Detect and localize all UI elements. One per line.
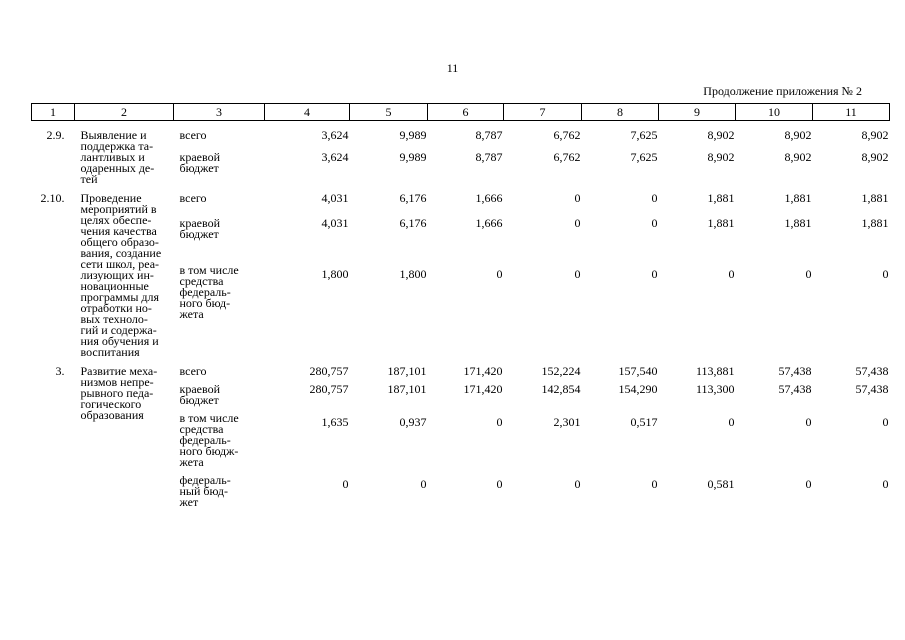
text-line: программы для [80, 290, 160, 304]
value-cell: 0 [805, 477, 812, 491]
funding-source [174, 377, 265, 406]
row-name [75, 130, 174, 185]
value-cell: 57,438 [855, 364, 889, 378]
value-cell: 1,666 [475, 215, 503, 230]
header-cell: 8 [582, 104, 659, 121]
value-cell: 9,989 [399, 150, 427, 165]
value-cell: 0 [651, 215, 658, 230]
header-row [32, 104, 890, 121]
header-cell: 4 [265, 104, 350, 121]
value-cell: 8,787 [475, 150, 503, 165]
value-cell: 1,881 [707, 215, 735, 230]
text-line: Проведение [80, 191, 142, 205]
value-cell: 1,800 [321, 266, 349, 281]
value-cell: 113,300 [695, 382, 735, 396]
value-cell: 0 [882, 415, 889, 429]
text-line: гий и содержа- [80, 323, 157, 337]
text-line: гогического [80, 397, 142, 411]
text-line: федераль- [179, 284, 231, 299]
value-cell: 8,902 [707, 128, 735, 142]
value-cell: 187,101 [387, 382, 427, 396]
header-cell: 9 [659, 104, 736, 121]
header-cell: 1 [32, 104, 75, 121]
text-line: образования [80, 408, 144, 422]
text-line: в том числе [179, 262, 239, 277]
header-cell: 11 [813, 104, 890, 121]
text-line: вания, создание [80, 246, 162, 260]
value-cell: 171,420 [463, 382, 503, 396]
header-cell: 6 [428, 104, 504, 121]
value-cell: 154,290 [618, 382, 658, 396]
text-line: сети школ, реа- [80, 257, 160, 271]
text-line: федераль- [179, 473, 231, 487]
funding-source [174, 468, 265, 508]
value-cell: 142,854 [541, 382, 581, 396]
value-cell: 1,881 [861, 215, 889, 230]
funding-source [174, 211, 265, 258]
funding-source [174, 366, 265, 377]
text-line: бюджет [179, 393, 219, 407]
text-line: лантливых и [80, 150, 145, 164]
value-cell: 152,224 [541, 364, 581, 378]
table-row [32, 366, 890, 377]
text-line: жет [179, 495, 199, 509]
value-cell: 113,881 [695, 364, 735, 378]
value-cell: 57,438 [855, 382, 889, 396]
text-line: федераль- [179, 433, 231, 447]
value-cell: 6,762 [553, 150, 581, 165]
text-line: краевой [179, 150, 220, 165]
text-line: жета [179, 455, 204, 469]
value-cell: 0 [496, 415, 503, 429]
text-line: целях обеспе- [80, 213, 152, 227]
value-cell: 0 [651, 266, 658, 281]
value-cell: 0 [651, 191, 658, 205]
value-cell: 1,635 [321, 415, 349, 429]
text-line: рывного педа- [80, 386, 154, 400]
text-line: краевой [179, 382, 220, 396]
text-line: средства [179, 273, 224, 288]
text-line: ния обучения и [80, 334, 159, 348]
header-cell: 5 [350, 104, 428, 121]
value-cell: 280,757 [309, 364, 349, 378]
value-cell: 0 [882, 266, 889, 281]
value-cell: 0 [651, 477, 658, 491]
funding-source [174, 258, 265, 358]
text-line: Развитие меха- [80, 364, 158, 378]
value-cell: 0 [728, 415, 735, 429]
value-cell: 1,881 [861, 191, 889, 205]
row-name [75, 193, 174, 358]
header-cell: 7 [504, 104, 582, 121]
value-cell: 0 [574, 477, 581, 491]
value-cell: 2,301 [553, 415, 581, 429]
value-cell: 8,902 [784, 150, 812, 165]
text-line: Выявление и [80, 128, 147, 142]
value-cell: 7,625 [630, 128, 658, 142]
table-row [32, 130, 890, 145]
text-line: средства [179, 422, 224, 436]
value-cell: 3,624 [321, 128, 349, 142]
value-cell: 4,031 [321, 191, 349, 205]
value-cell: 0 [420, 477, 427, 491]
funding-source [174, 193, 265, 211]
header-cell: 10 [736, 104, 813, 121]
value-cell: 6,176 [399, 215, 427, 230]
funding-source [174, 145, 265, 185]
value-cell: 1,881 [784, 215, 812, 230]
text-line: тей [80, 172, 98, 186]
header-cell: 2 [75, 104, 174, 121]
text-line: всего [179, 128, 207, 142]
header-cell: 3 [174, 104, 265, 121]
value-cell: 57,438 [778, 364, 812, 378]
row-index: 2.10. [40, 191, 65, 205]
value-cell: 8,902 [861, 128, 889, 142]
value-cell: 157,540 [618, 364, 658, 378]
value-cell: 0,937 [399, 415, 427, 429]
row-index: 3. [55, 364, 65, 378]
text-line: чения качества [80, 224, 157, 238]
text-line: краевой [179, 215, 220, 230]
text-line: в том числе [179, 411, 239, 425]
value-cell: 8,902 [784, 128, 812, 142]
value-cell: 171,420 [463, 364, 503, 378]
value-cell: 8,902 [861, 150, 889, 165]
value-cell: 1,881 [784, 191, 812, 205]
text-line: воспитания [80, 345, 140, 359]
text-line: бюджет [179, 226, 219, 241]
page-number: 11 [446, 61, 459, 75]
value-cell: 0,517 [630, 415, 658, 429]
text-line: ный бюд- [179, 484, 228, 498]
value-cell: 0 [882, 477, 889, 491]
value-cell: 0 [574, 215, 581, 230]
text-line: новационные [80, 279, 149, 293]
value-cell: 4,031 [321, 215, 349, 230]
value-cell: 6,176 [399, 191, 427, 205]
text-line: лизующих ин- [80, 268, 154, 282]
value-cell: 0 [496, 266, 503, 281]
value-cell: 0 [574, 191, 581, 205]
value-cell: 0 [496, 477, 503, 491]
value-cell: 187,101 [387, 364, 427, 378]
text-line: вых техноло- [80, 312, 148, 326]
funding-source [174, 130, 265, 145]
table-row [32, 193, 890, 211]
text-line: общего образо- [80, 235, 159, 249]
value-cell: 8,902 [707, 150, 735, 165]
value-cell: 0 [342, 477, 349, 491]
text-line: всего [179, 364, 207, 378]
value-cell: 6,762 [553, 128, 581, 142]
budget-table [31, 103, 890, 508]
row-index: 2.9. [46, 128, 65, 142]
value-cell: 57,438 [778, 382, 812, 396]
text-line: одаренных де- [80, 161, 155, 175]
value-cell: 0 [805, 266, 812, 281]
value-cell: 1,800 [399, 266, 427, 281]
text-line: отработки но- [80, 301, 152, 315]
row-name [75, 366, 174, 508]
text-line: низмов непре- [80, 375, 154, 389]
value-cell: 7,625 [630, 150, 658, 165]
value-cell: 280,757 [309, 382, 349, 396]
text-line: жета [179, 306, 204, 321]
text-line: мероприятий в [80, 202, 157, 216]
funding-source [174, 406, 265, 468]
text-line: ного бюдж- [179, 444, 239, 458]
value-cell: 0 [805, 415, 812, 429]
value-cell: 1,666 [475, 191, 503, 205]
value-cell: 9,989 [399, 128, 427, 142]
value-cell: 1,881 [707, 191, 735, 205]
continuation-label: Продолжение приложения № 2 [703, 84, 862, 98]
value-cell: 0 [574, 266, 581, 281]
value-cell: 3,624 [321, 150, 349, 165]
value-cell: 0,581 [707, 477, 735, 491]
value-cell: 8,787 [475, 128, 503, 142]
text-line: всего [179, 191, 207, 205]
value-cell: 0 [728, 266, 735, 281]
text-line: бюджет [179, 161, 219, 176]
text-line: поддержка та- [80, 139, 154, 153]
text-line: ного бюд- [179, 295, 231, 310]
